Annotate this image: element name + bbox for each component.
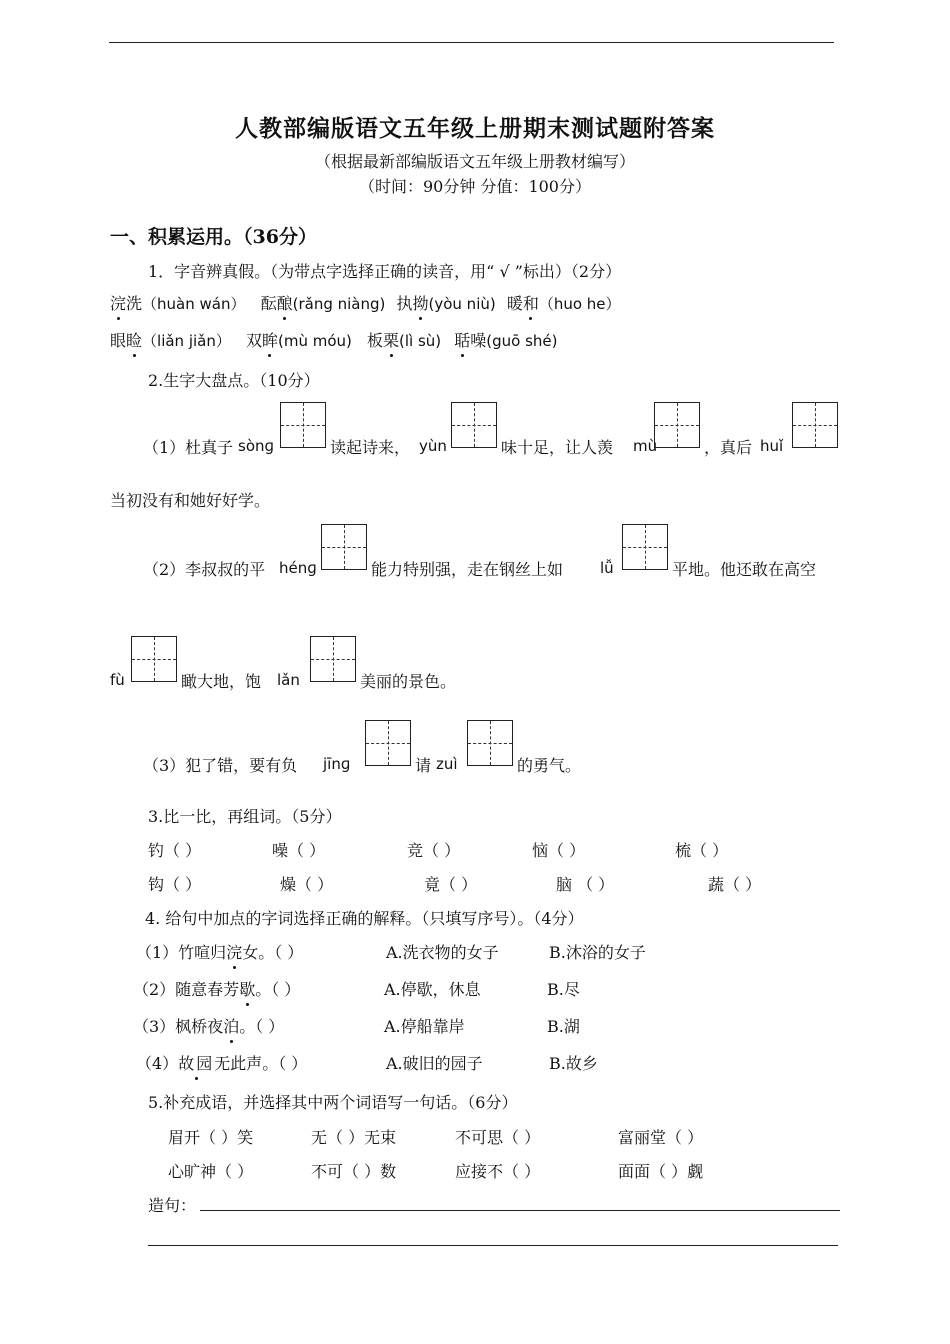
q3-item: 钓（ ） <box>148 841 202 860</box>
q3-item: 噪（ ） <box>272 841 326 860</box>
header-rule <box>109 42 834 43</box>
q2-s3-pinyin: jīnɡ <box>323 755 351 773</box>
q3-item: 燥（ ） <box>280 875 334 894</box>
q2-s2-pinyin: hénɡ <box>279 559 317 577</box>
q2-s1-part: 味十足，让人羡 <box>501 438 614 457</box>
writing-box[interactable] <box>654 402 700 448</box>
q3-item: 竞（ ） <box>407 841 461 860</box>
q5-prompt: 5.补充成语，并选择其中两个词语写一句话。（6分） <box>148 1093 518 1112</box>
q4-option-a: A.停船靠岸 <box>384 1017 465 1036</box>
q5-idiom: 眉开（ ）笑 <box>168 1128 254 1147</box>
q4-option-a: A.停歇，休息 <box>384 980 481 999</box>
writing-box[interactable] <box>792 402 838 448</box>
q4-option-b: B.尽 <box>547 980 580 999</box>
writing-box[interactable] <box>131 636 177 682</box>
q1-prompt: 1．字音辨真假。（为带点字选择正确的读音，用“ √ ”标出）（2分） <box>148 262 622 281</box>
writing-box[interactable] <box>365 720 411 766</box>
q2-s3-part: 请 <box>415 756 432 775</box>
q1-row2 <box>110 328 558 351</box>
q3-item: 恼（ ） <box>532 841 586 860</box>
q1-item: 聒噪(guō shé) <box>454 331 557 350</box>
q1-item: 板栗(lì sù) <box>367 331 441 350</box>
writing-box[interactable] <box>622 524 668 570</box>
q1-item: 暖和（huo he） <box>507 294 621 313</box>
q5-zaoju-label: 造句： <box>148 1196 197 1215</box>
writing-box[interactable] <box>310 636 356 682</box>
q2-s1-part: 读起诗来， <box>330 438 411 457</box>
q4-option-a: A.破旧的园子 <box>386 1054 483 1073</box>
q2-s2-pinyin: lǚ <box>600 559 614 577</box>
q3-item: 脑 （ ） <box>556 875 615 894</box>
q5-idiom: 不可（ ）数 <box>311 1162 397 1181</box>
page-subtitle: （根据最新部编版语文五年级上册教材编写） <box>314 152 635 171</box>
q3-item: 钩（ ） <box>148 875 202 894</box>
footer-rule <box>148 1245 838 1246</box>
q5-idiom: 富丽堂（ ） <box>618 1128 704 1147</box>
q2-s1-part: ，真后 <box>704 438 753 457</box>
page-title: 人教部编版语文五年级上册期末测试题附答案 <box>235 115 715 142</box>
writing-box[interactable] <box>467 720 513 766</box>
q1-item: 酝酿(rǎng niàng) <box>261 294 386 313</box>
q2-s2-part: （2）李叔叔的平 <box>143 560 266 579</box>
section1-heading: 一、积累运用。（36分） <box>110 226 317 248</box>
q2-s1-pinyin: sònɡ <box>238 437 275 455</box>
q1-item: 浣洗（huàn wán） <box>110 294 245 313</box>
q2-s1-pinyin: mù <box>633 437 658 455</box>
q4-option-b: B.沐浴的女子 <box>549 943 646 962</box>
q1-item: 眼睑（liǎn jiǎn） <box>110 331 231 350</box>
q2-s2-part: 平地。他还敢在高空 <box>672 560 817 579</box>
q4-prompt: 4. 给句中加点的字词选择正确的解释。（只填写序号）。（4分） <box>145 909 584 928</box>
q4-option-b: B.湖 <box>547 1017 580 1036</box>
q2-s3-part: 的勇气。 <box>517 756 582 775</box>
q3-item: 竟（ ） <box>424 875 478 894</box>
q4-item: （4）故园无此声。（ ） <box>136 1051 307 1074</box>
q2-s1-pinyin: yùn <box>419 437 447 455</box>
q2-s1-part: （1）杜真子 <box>143 438 234 457</box>
q2-s2-part: 美丽的景色。 <box>360 672 457 691</box>
q5-idiom: 无（ ）无束 <box>311 1128 397 1147</box>
q3-item: 蔬（ ） <box>708 875 762 894</box>
q4-item: （2）随意春芳歇。（ ） <box>133 977 300 1000</box>
q4-item: （1）竹喧归浣女。（ ） <box>136 940 303 963</box>
q2-s2-part: 瞰大地，饱 <box>181 672 262 691</box>
q5-idiom: 心旷神（ ） <box>168 1162 254 1181</box>
q4-option-b: B.故乡 <box>549 1054 598 1073</box>
writing-box[interactable] <box>321 524 367 570</box>
q5-zaoju-answer-line[interactable] <box>200 1210 840 1211</box>
q2-s2-part: 能力特别强，走在钢丝上如 <box>371 560 564 579</box>
q3-prompt: 3.比一比，再组词。（5分） <box>148 807 342 826</box>
q1-row1 <box>110 291 621 314</box>
writing-box[interactable] <box>280 402 326 448</box>
time-info: （时间：90分钟 分值：100分） <box>359 177 591 196</box>
q2-s2-pinyin: fù <box>110 671 125 689</box>
q1-item: 双眸(mù móu) <box>246 331 352 350</box>
q2-s1-pinyin: huǐ <box>760 437 784 455</box>
writing-box[interactable] <box>451 402 497 448</box>
q1-item: 执拗(yòu niù) <box>396 294 495 313</box>
q5-idiom: 应接不（ ） <box>455 1162 541 1181</box>
q2-s1-part: 当初没有和她好好学。 <box>110 491 271 510</box>
q2-prompt: 2.生字大盘点。（10分） <box>148 371 320 390</box>
q2-s2-pinyin: lǎn <box>277 671 300 689</box>
q5-idiom: 不可思（ ） <box>455 1128 541 1147</box>
q2-s3-part: （3）犯了错，要有负 <box>143 756 298 775</box>
q3-item: 梳（ ） <box>675 841 729 860</box>
q2-s3-pinyin: zuì <box>436 755 458 773</box>
q5-idiom: 面面（ ）觑 <box>618 1162 704 1181</box>
q4-option-a: A.洗衣物的女子 <box>386 943 499 962</box>
q4-item: （3）枫桥夜泊。（ ） <box>133 1014 284 1037</box>
